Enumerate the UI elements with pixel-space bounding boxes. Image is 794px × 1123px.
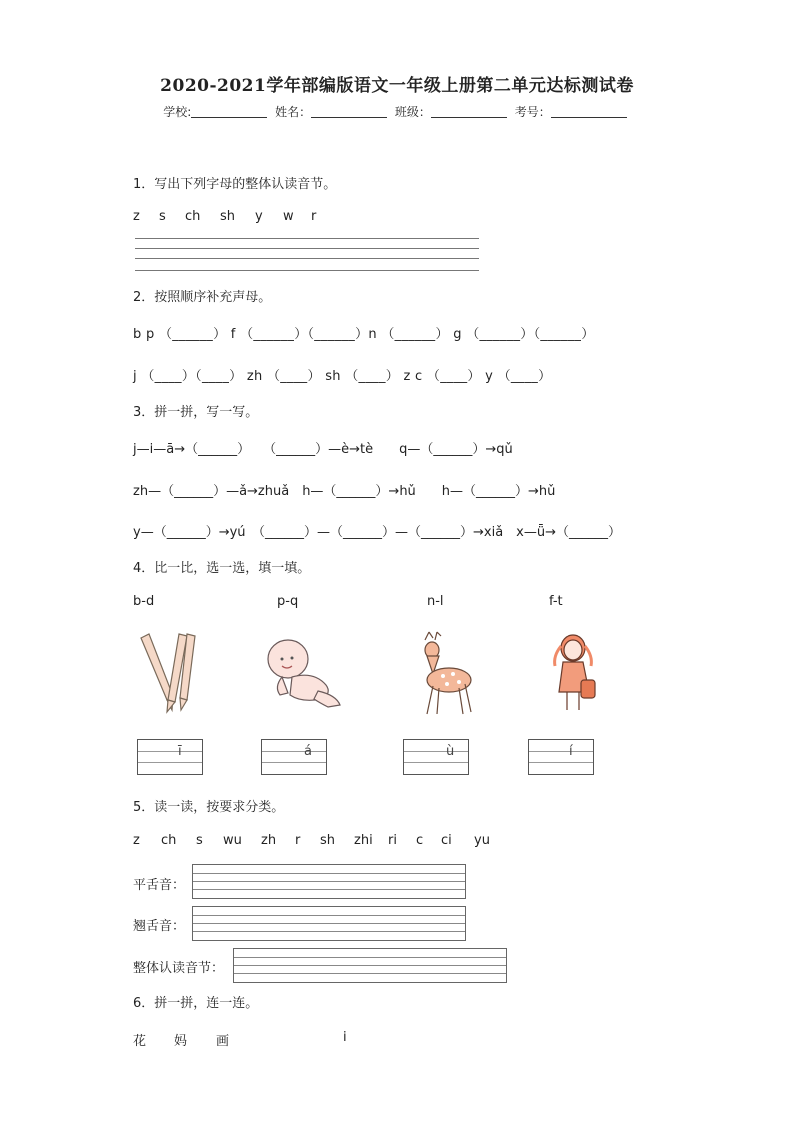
question-3-label: 3．拼一拼，写一写。 bbox=[133, 405, 259, 420]
q5-category-label: 平舌音： bbox=[133, 878, 186, 893]
q1-letters bbox=[133, 209, 316, 224]
question-5-label: 5．读一读，按要求分类。 bbox=[133, 800, 285, 815]
q6-char[interactable]: 妈 bbox=[174, 1034, 188, 1049]
q4-pair: n-l bbox=[427, 594, 444, 609]
class-label: 班级： bbox=[394, 105, 431, 119]
q4-pair: f-t bbox=[549, 594, 563, 609]
q5-answer-box-whole-syllables[interactable] bbox=[233, 948, 507, 983]
q5-item: wu bbox=[223, 833, 242, 848]
q6-char[interactable]: 花 bbox=[133, 1034, 147, 1049]
q1-letter: s bbox=[159, 209, 166, 224]
deer-icon bbox=[415, 628, 477, 716]
q4-tone-mark: í bbox=[569, 744, 573, 759]
q6-char[interactable]: 画 bbox=[216, 1034, 230, 1049]
q1-letter: r bbox=[311, 209, 317, 224]
q4-tone-mark: á bbox=[304, 744, 312, 759]
school-blank[interactable] bbox=[191, 105, 267, 118]
school-label: 学校: bbox=[163, 105, 192, 119]
q5-item: zhi bbox=[354, 833, 373, 848]
question-2-label: 2．按照顺序补充声母。 bbox=[133, 290, 272, 305]
q1-letter: z bbox=[133, 209, 140, 224]
number-label: 考号： bbox=[514, 105, 551, 119]
q5-item: ch bbox=[161, 833, 177, 848]
q4-pair: p-q bbox=[277, 594, 299, 609]
q3-row-3[interactable]: y—（______）→yú （______）—（______）—（______）→xiǎ x—ǖ→（______） bbox=[133, 525, 622, 540]
q1-letter: ch bbox=[185, 209, 201, 224]
q6-pinyin[interactable]: i bbox=[343, 1030, 347, 1045]
q5-item: r bbox=[295, 833, 301, 848]
student-info-line bbox=[0, 103, 794, 120]
q4-write-box[interactable] bbox=[403, 739, 469, 775]
q4-tone-mark: ù bbox=[446, 744, 455, 759]
q5-item: ri bbox=[388, 833, 397, 848]
q5-item: s bbox=[196, 833, 203, 848]
q5-item: z bbox=[133, 833, 140, 848]
q5-answer-box-flat-tongue[interactable] bbox=[192, 864, 466, 899]
question-6-label: 6．拼一拼，连一连。 bbox=[133, 996, 259, 1011]
q1-writing-lines[interactable] bbox=[135, 238, 479, 272]
q2-row-2[interactable]: j （____）（____） zh （____） sh （____） z c （____） y （____） bbox=[133, 369, 552, 384]
q4-write-box[interactable] bbox=[137, 739, 203, 775]
name-label: 姓名： bbox=[275, 105, 312, 119]
name-blank[interactable] bbox=[311, 105, 387, 118]
q1-letter: y bbox=[255, 209, 263, 224]
q5-item: zh bbox=[261, 833, 277, 848]
q1-letter: w bbox=[283, 209, 294, 224]
q4-tone-mark: ī bbox=[178, 744, 182, 759]
q4-write-box[interactable] bbox=[261, 739, 327, 775]
q2-row-1[interactable]: b p （______） f （______）（______）n （______） g （______）（______） bbox=[133, 327, 595, 342]
q3-row-2[interactable]: zh—（______）—ǎ→zhuǎ h—（______）→hǔ h—（______）→hǔ bbox=[133, 484, 556, 499]
q1-letter: sh bbox=[220, 209, 236, 224]
q5-items bbox=[133, 833, 490, 848]
pencils-icon bbox=[135, 630, 199, 714]
q5-category-label: 整体认读音节： bbox=[133, 961, 225, 976]
question-4-label: 4．比一比，选一选，填一填。 bbox=[133, 561, 311, 576]
q5-category-label: 翘舌音： bbox=[133, 919, 186, 934]
q5-item: ci bbox=[441, 833, 452, 848]
question-1-label: 1．写出下列字母的整体认读音节。 bbox=[133, 177, 337, 192]
baby-icon bbox=[262, 633, 346, 713]
class-blank[interactable] bbox=[431, 105, 507, 118]
q4-write-box[interactable] bbox=[528, 739, 594, 775]
q5-item: c bbox=[416, 833, 424, 848]
page-title: 2020-2021学年部编版语文一年级上册第二单元达标测试卷 bbox=[160, 76, 634, 96]
girl-icon bbox=[545, 628, 603, 716]
q4-pair: b-d bbox=[133, 594, 155, 609]
q5-item: sh bbox=[320, 833, 336, 848]
q5-answer-box-retroflex[interactable] bbox=[192, 906, 466, 941]
number-blank[interactable] bbox=[551, 105, 627, 118]
q5-item: yu bbox=[474, 833, 490, 848]
q3-row-1[interactable]: j—i—ā→（______） （______）—è→tè q—（______）→qǔ bbox=[133, 442, 513, 457]
